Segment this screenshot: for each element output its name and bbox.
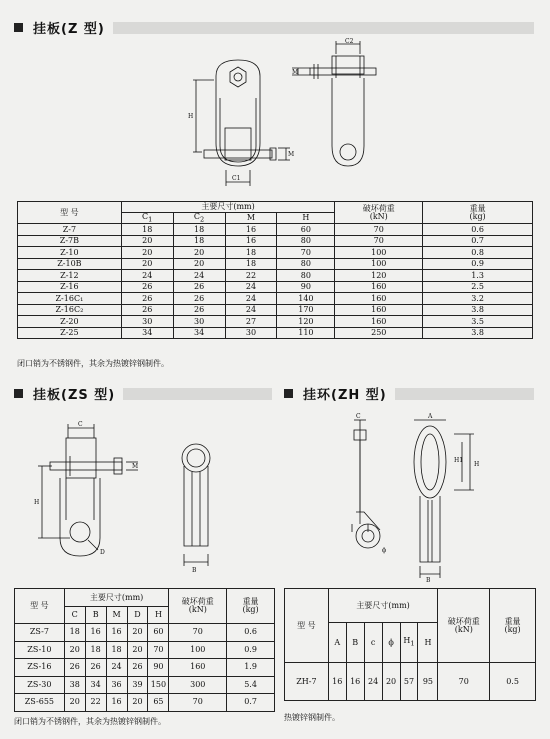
model-cell: Z-7B	[18, 235, 122, 247]
value-cell: 0.9	[227, 641, 275, 659]
zs-section-title: 挂板(ZS 型)	[33, 388, 116, 403]
zh-col-load: 破坏荷重 (kN)	[438, 589, 490, 663]
z-label-m: M	[292, 69, 299, 76]
value-cell: 22	[225, 270, 277, 282]
value-cell: 3.5	[423, 316, 533, 328]
value-cell: 16	[346, 663, 364, 701]
value-cell: 65	[148, 694, 169, 712]
zs-label-c: C	[78, 421, 83, 428]
value-cell: 70	[169, 694, 227, 712]
value-cell: 20	[127, 641, 148, 659]
zh-col-h: H	[418, 623, 438, 663]
table-row	[18, 270, 533, 282]
z-col-c1: $C_1$	[121, 213, 173, 224]
section-bullet	[14, 23, 23, 32]
value-cell: 160	[335, 293, 423, 305]
value-cell: 20	[127, 694, 148, 712]
table-row	[18, 327, 533, 339]
value-cell: 70	[335, 235, 423, 247]
zs-col-m: M	[106, 607, 127, 624]
z-col-c2: $C_2$	[173, 213, 225, 224]
model-cell: Z-7	[18, 224, 122, 236]
value-cell: 100	[169, 641, 227, 659]
value-cell: 18	[173, 235, 225, 247]
value-cell: 70	[148, 641, 169, 659]
value-cell: 3.2	[423, 293, 533, 305]
value-cell: 1.3	[423, 270, 533, 282]
section-bullet	[284, 389, 293, 398]
value-cell: 36	[106, 676, 127, 694]
value-cell: 2.5	[423, 281, 533, 293]
table-row	[18, 304, 533, 316]
value-cell: 24	[225, 304, 277, 316]
zh-ring-diagram	[320, 412, 520, 582]
value-cell: 18	[85, 641, 106, 659]
z-section-header	[14, 18, 534, 37]
value-cell: 90	[277, 281, 335, 293]
value-cell: 16	[225, 235, 277, 247]
z-label-h: H	[188, 113, 194, 120]
value-cell: 70	[438, 663, 490, 701]
zs-spec-table	[14, 588, 275, 712]
model-cell: Z-10	[18, 247, 122, 259]
zh-label-h: H	[474, 461, 480, 468]
zs-plate-diagram	[30, 420, 230, 580]
value-cell: 16	[225, 224, 277, 236]
model-cell: Z-16C₁	[18, 293, 122, 305]
value-cell: 26	[121, 281, 173, 293]
z-spec-table	[17, 201, 533, 339]
value-cell: 30	[173, 316, 225, 328]
zh-col-a: A	[328, 623, 346, 663]
value-cell: 95	[418, 663, 438, 701]
z-col-m: M	[225, 213, 277, 224]
z-col-h: H	[277, 213, 335, 224]
zs-col-dims: 主要尺寸(mm)	[64, 589, 169, 607]
value-cell: 70	[335, 224, 423, 236]
z-col-load: 破坏荷重 (kN)	[335, 202, 423, 224]
zh-col-phi: ϕ	[382, 623, 400, 663]
table-row	[18, 235, 533, 247]
zh-col-model: 型 号	[285, 589, 329, 663]
value-cell: 20	[382, 663, 400, 701]
value-cell: 20	[127, 624, 148, 642]
value-cell: 26	[173, 304, 225, 316]
value-cell: 3.8	[423, 304, 533, 316]
model-cell: ZS-655	[15, 694, 65, 712]
table-row	[18, 281, 533, 293]
value-cell: 80	[277, 270, 335, 282]
zs-col-load: 破坏荷重 (kN)	[169, 589, 227, 624]
zs-label-h: H	[34, 499, 40, 506]
z-table-body	[18, 224, 533, 339]
value-cell: 250	[335, 327, 423, 339]
section-rule	[113, 22, 534, 34]
value-cell: 18	[173, 224, 225, 236]
zh-col-b: B	[346, 623, 364, 663]
model-cell: ZS-7	[15, 624, 65, 642]
zs-label-b: B	[192, 567, 197, 574]
model-cell: ZS-10	[15, 641, 65, 659]
value-cell: 30	[121, 316, 173, 328]
value-cell: 16	[328, 663, 346, 701]
value-cell: 24	[364, 663, 382, 701]
z-col-model: 型 号	[18, 202, 122, 224]
section-bullet	[14, 389, 23, 398]
zh-section-title: 挂环(ZH 型)	[303, 388, 387, 403]
value-cell: 160	[169, 659, 227, 677]
value-cell: 160	[335, 281, 423, 293]
value-cell: 0.5	[490, 663, 536, 701]
zh-spec-table	[284, 588, 536, 701]
zh-col-weight: 重量 (kg)	[490, 589, 536, 663]
model-cell: Z-16C₂	[18, 304, 122, 316]
value-cell: 100	[335, 247, 423, 259]
zh-label-phi: ϕ	[382, 547, 387, 554]
value-cell: 16	[106, 624, 127, 642]
value-cell: 18	[64, 624, 85, 642]
section-rule	[123, 388, 272, 400]
value-cell: 30	[225, 327, 277, 339]
value-cell: 150	[148, 676, 169, 694]
value-cell: 18	[225, 258, 277, 270]
value-cell: 90	[148, 659, 169, 677]
model-cell: ZH-7	[285, 663, 329, 701]
value-cell: 26	[121, 293, 173, 305]
value-cell: 57	[400, 663, 418, 701]
value-cell: 70	[169, 624, 227, 642]
zs-col-c: C	[64, 607, 85, 624]
value-cell: 120	[277, 316, 335, 328]
section-rule	[395, 388, 534, 400]
value-cell: 24	[225, 281, 277, 293]
table-row	[18, 224, 533, 236]
model-cell: Z-25	[18, 327, 122, 339]
z-note: 闭口销为不锈钢件，其余为热镀锌钢制件。	[17, 359, 169, 368]
table-row	[15, 624, 275, 642]
model-cell: Z-10B	[18, 258, 122, 270]
value-cell: 16	[85, 624, 106, 642]
zs-col-h: H	[148, 607, 169, 624]
value-cell: 0.7	[227, 694, 275, 712]
table-row	[18, 316, 533, 328]
value-cell: 0.7	[423, 235, 533, 247]
value-cell: 60	[277, 224, 335, 236]
value-cell: 0.9	[423, 258, 533, 270]
value-cell: 22	[85, 694, 106, 712]
zs-col-b: B	[85, 607, 106, 624]
model-cell: Z-20	[18, 316, 122, 328]
value-cell: 120	[335, 270, 423, 282]
value-cell: 38	[64, 676, 85, 694]
value-cell: 20	[121, 235, 173, 247]
zh-label-h1: H1	[454, 457, 464, 464]
zh-label-c: C	[356, 413, 361, 420]
z-plate-diagram	[180, 38, 400, 188]
value-cell: 34	[121, 327, 173, 339]
zs-col-weight: 重量 (kg)	[227, 589, 275, 624]
value-cell: 24	[106, 659, 127, 677]
value-cell: 1.9	[227, 659, 275, 677]
table-row	[15, 694, 275, 712]
z-label-c1: C1	[232, 175, 241, 182]
value-cell: 80	[277, 235, 335, 247]
zs-col-d: D	[127, 607, 148, 624]
table-row	[18, 258, 533, 270]
model-cell: Z-12	[18, 270, 122, 282]
zh-label-a: A	[428, 413, 433, 420]
value-cell: 3.8	[423, 327, 533, 339]
value-cell: 20	[64, 641, 85, 659]
value-cell: 16	[106, 694, 127, 712]
value-cell: 140	[277, 293, 335, 305]
zh-col-h1: $H_1$	[400, 623, 418, 663]
value-cell: 26	[121, 304, 173, 316]
zs-section-header	[14, 384, 272, 403]
table-row	[285, 663, 536, 701]
value-cell: 0.6	[227, 624, 275, 642]
table-row	[15, 676, 275, 694]
zs-col-model: 型 号	[15, 589, 65, 624]
value-cell: 26	[173, 293, 225, 305]
value-cell: 24	[121, 270, 173, 282]
table-row	[15, 641, 275, 659]
model-cell: ZS-16	[15, 659, 65, 677]
zh-section-header	[284, 384, 534, 403]
table-row	[15, 659, 275, 677]
z-label-c2: C2	[345, 38, 354, 45]
value-cell: 110	[277, 327, 335, 339]
value-cell: 20	[173, 258, 225, 270]
z-section-title: 挂板(Z 型)	[33, 22, 105, 37]
value-cell: 24	[173, 270, 225, 282]
value-cell: 20	[121, 247, 173, 259]
model-cell: ZS-30	[15, 676, 65, 694]
zh-col-dims: 主要尺寸(mm)	[328, 589, 438, 623]
zs-label-m: M	[132, 463, 139, 470]
value-cell: 18	[225, 247, 277, 259]
value-cell: 80	[277, 258, 335, 270]
value-cell: 0.8	[423, 247, 533, 259]
value-cell: 34	[173, 327, 225, 339]
value-cell: 5.4	[227, 676, 275, 694]
value-cell: 27	[225, 316, 277, 328]
value-cell: 18	[106, 641, 127, 659]
value-cell: 160	[335, 316, 423, 328]
value-cell: 26	[64, 659, 85, 677]
model-cell: Z-16	[18, 281, 122, 293]
zs-label-d: D	[100, 549, 105, 556]
z-col-weight: 重量 (kg)	[423, 202, 533, 224]
z-col-dims: 主要尺寸(mm)	[121, 202, 335, 213]
value-cell: 39	[127, 676, 148, 694]
value-cell: 24	[225, 293, 277, 305]
zh-col-c: c	[364, 623, 382, 663]
zs-table-body	[15, 624, 275, 712]
value-cell: 34	[85, 676, 106, 694]
table-row	[18, 247, 533, 259]
value-cell: 26	[127, 659, 148, 677]
value-cell: 60	[148, 624, 169, 642]
zh-label-b: B	[426, 577, 431, 584]
zs-note: 闭口销为不锈钢件，其余为热镀锌钢制件。	[14, 717, 166, 726]
value-cell: 18	[121, 224, 173, 236]
value-cell: 160	[335, 304, 423, 316]
value-cell: 300	[169, 676, 227, 694]
value-cell: 26	[85, 659, 106, 677]
table-row	[18, 293, 533, 305]
value-cell: 70	[277, 247, 335, 259]
z-label-m2: M	[288, 151, 295, 158]
value-cell: 26	[173, 281, 225, 293]
value-cell: 20	[121, 258, 173, 270]
value-cell: 170	[277, 304, 335, 316]
value-cell: 20	[64, 694, 85, 712]
zh-table-body	[285, 663, 536, 701]
value-cell: 0.6	[423, 224, 533, 236]
zh-note: 热镀锌钢制件。	[284, 713, 340, 722]
value-cell: 20	[173, 247, 225, 259]
value-cell: 100	[335, 258, 423, 270]
